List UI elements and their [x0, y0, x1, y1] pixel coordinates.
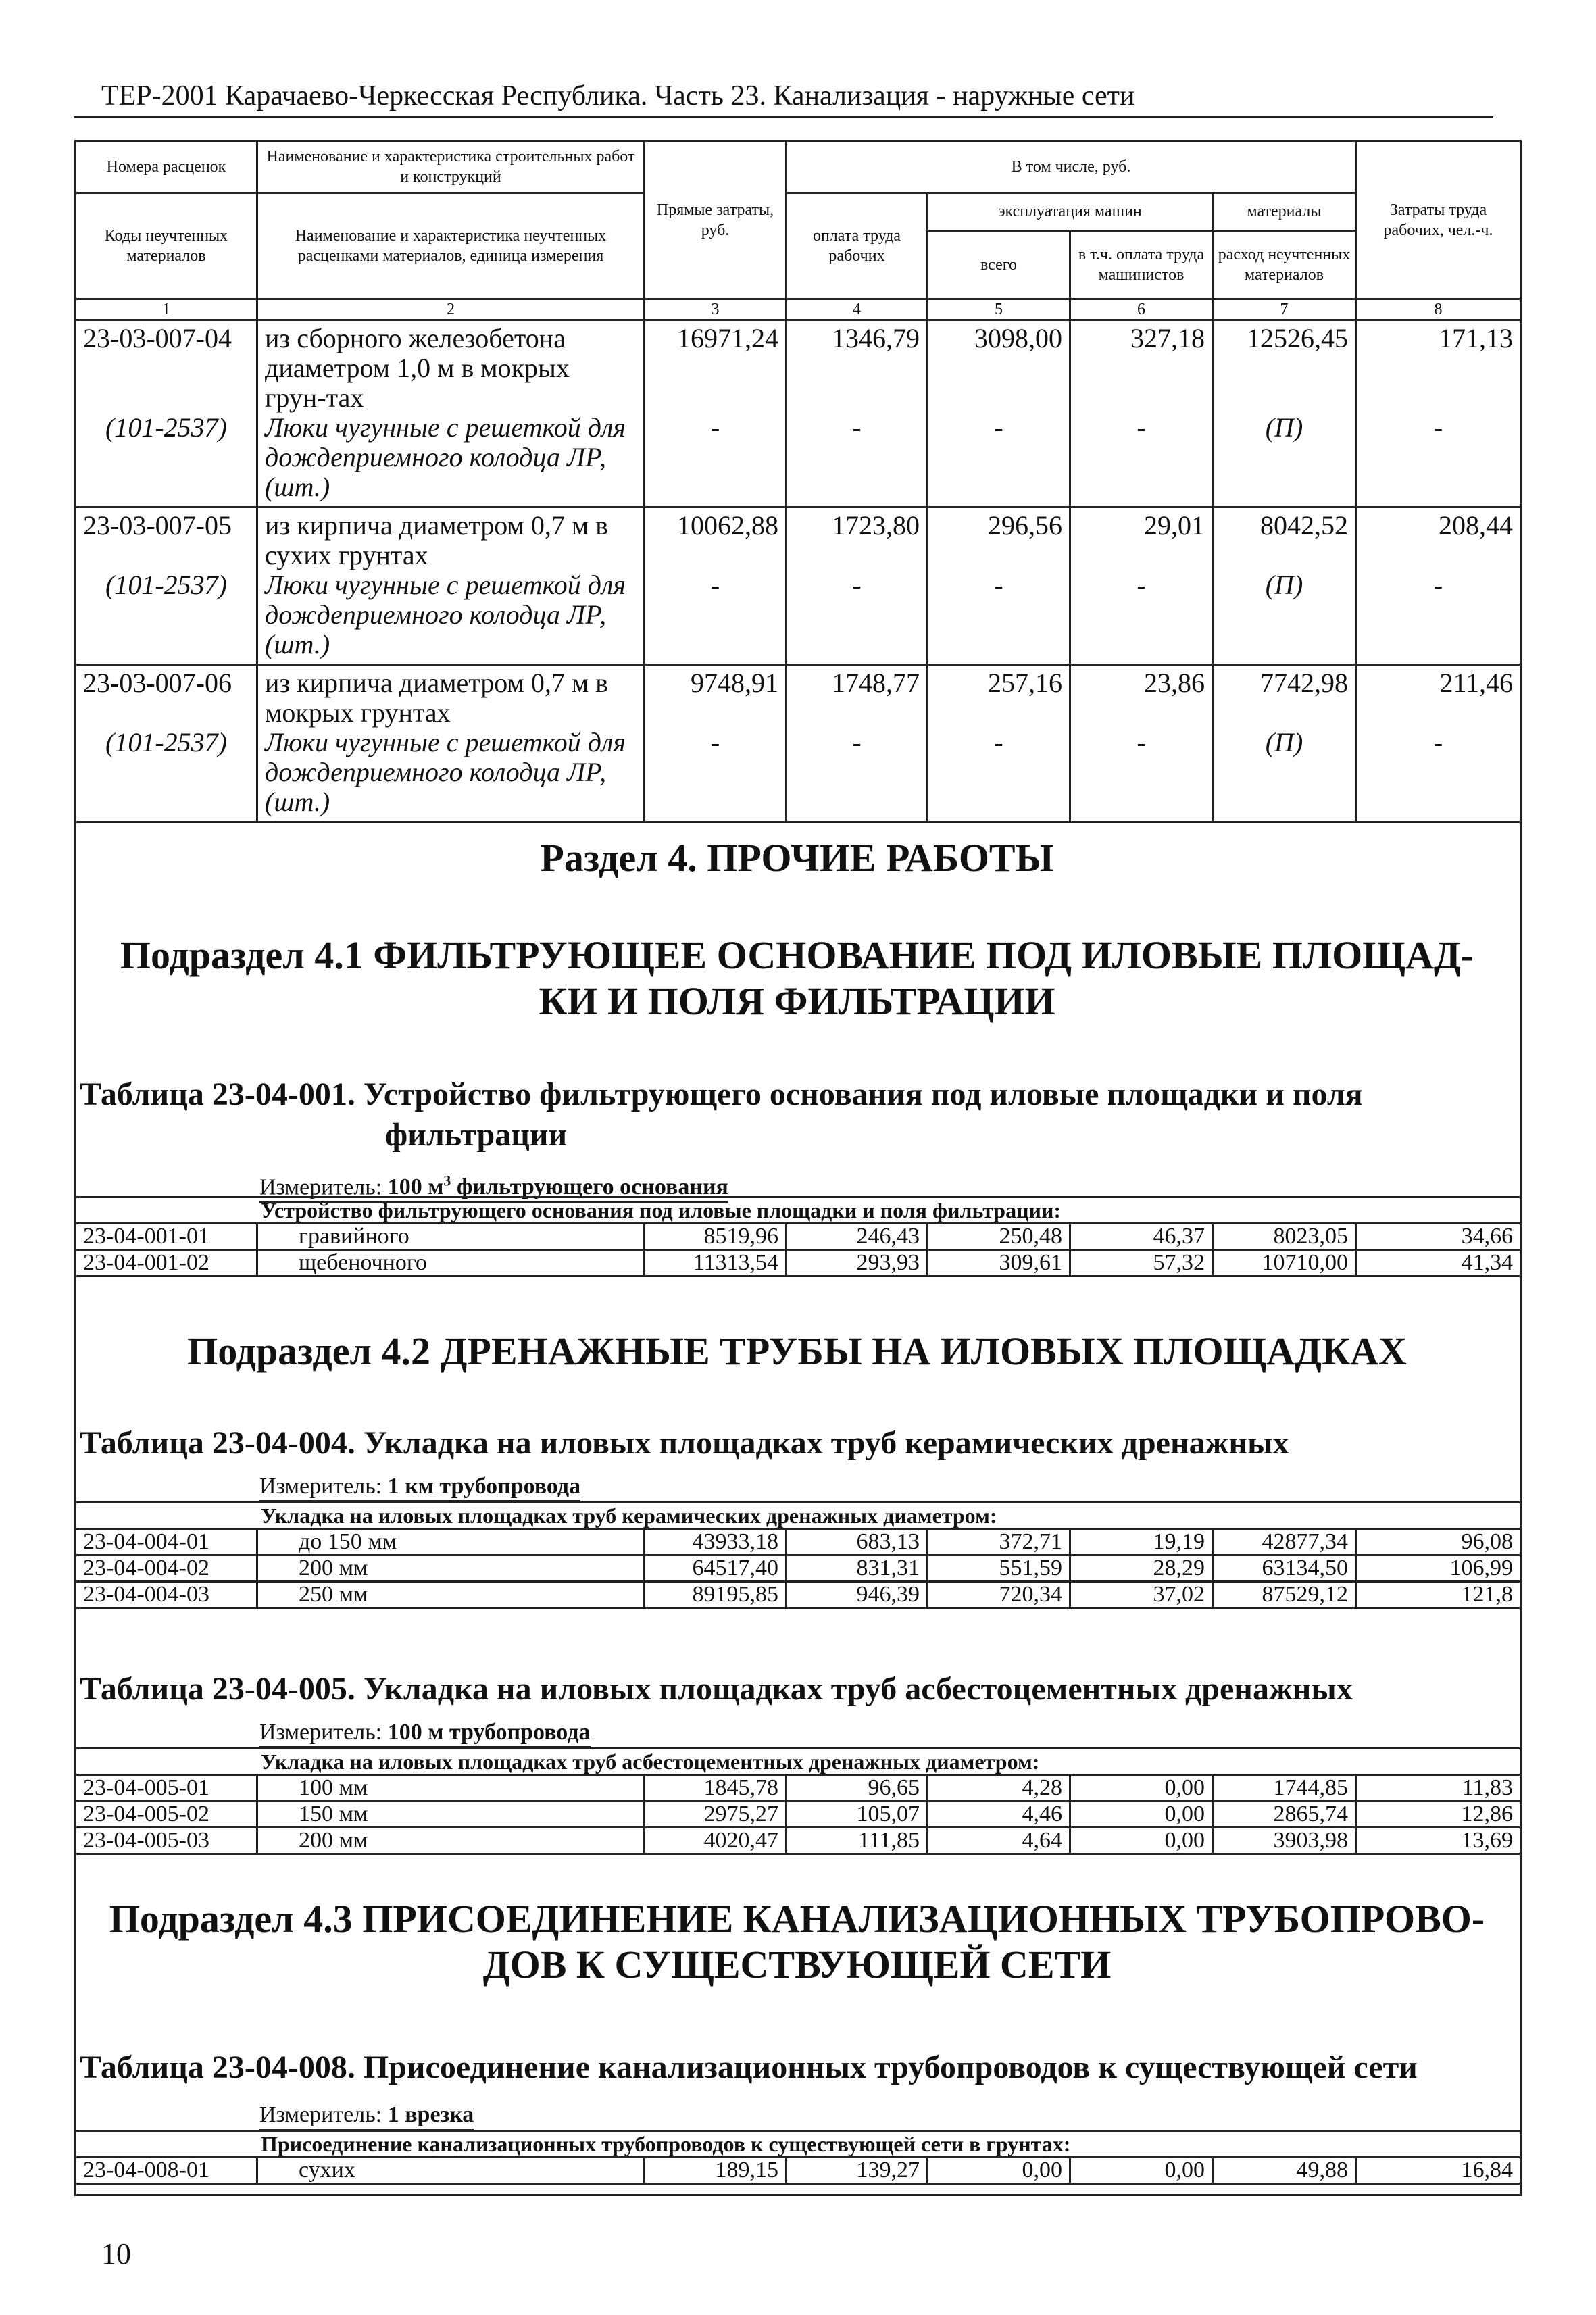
value-cell: 87529,12 — [1213, 1582, 1356, 1608]
table-23-04-008 — [74, 2130, 1522, 2185]
value-cell: 1723,80 — [787, 507, 928, 571]
value-cell: 42877,34 — [1213, 1529, 1356, 1555]
value-cell: 7742,98 — [1213, 665, 1356, 728]
value-cell: - — [645, 728, 787, 822]
material-code: (101-2537) — [76, 728, 257, 822]
value-cell: 551,59 — [928, 1555, 1070, 1582]
col2-top-header: Наименование и характеристика строительных работ и конструкций — [257, 141, 645, 193]
value-cell: 2865,74 — [1213, 1801, 1356, 1828]
subsection-title-4-3 — [74, 1896, 1520, 1988]
table-row — [76, 1582, 1521, 1608]
value-cell: 8519,96 — [645, 1224, 787, 1250]
meter-label: Измеритель: — [259, 2102, 382, 2127]
column-number: 4 — [787, 299, 928, 320]
value-cell: 37,02 — [1070, 1582, 1213, 1608]
value-cell: 13,69 — [1356, 1828, 1521, 1854]
meter-label: Измеритель: — [259, 1474, 382, 1499]
subsection-title-line: ДОВ К СУЩЕСТВУЮЩЕЙ СЕТИ — [482, 1943, 1112, 1987]
value-cell: 3903,98 — [1213, 1828, 1356, 1854]
table-row — [76, 320, 1521, 414]
value-cell: 8023,05 — [1213, 1224, 1356, 1250]
measurement-unit — [259, 1473, 580, 1502]
table-row — [76, 570, 1521, 665]
value-cell: - — [928, 728, 1070, 822]
material-code: (101-2537) — [76, 570, 257, 665]
work-name: из сборного железобетона диаметром 1,0 м в мокрых грун-тах — [257, 320, 645, 414]
value-cell: 208,44 — [1356, 507, 1521, 571]
column-number: 1 — [76, 299, 257, 320]
col1-bottom-header: Коды неучтенных материалов — [76, 193, 257, 299]
value-cell: - — [645, 413, 787, 507]
value-cell: 4,64 — [928, 1828, 1070, 1854]
value-cell: - — [1356, 413, 1521, 507]
col3-header: Прямые затраты, руб. — [645, 141, 787, 299]
value-cell: - — [645, 570, 787, 665]
work-name: из кирпича диаметром 0,7 м в сухих грунтах — [257, 507, 645, 571]
value-cell: 89195,85 — [645, 1582, 787, 1608]
col5-header: всего — [928, 230, 1070, 299]
table-row — [76, 507, 1521, 571]
value-cell: - — [1356, 728, 1521, 822]
value-cell: 10062,88 — [645, 507, 787, 571]
subsection-title-line: КИ И ПОЛЯ ФИЛЬТРАЦИИ — [539, 979, 1055, 1023]
value-cell: 946,39 — [787, 1582, 928, 1608]
table-23-04-005 — [74, 1747, 1522, 1855]
value-cell: - — [1356, 570, 1521, 665]
value-cell: 28,29 — [1070, 1555, 1213, 1582]
col6-header: в т.ч. оплата труда машинистов — [1070, 230, 1213, 299]
table-row — [76, 1224, 1521, 1250]
rate-code: 23-04-001-01 — [76, 1224, 257, 1250]
value-cell: - — [928, 413, 1070, 507]
meter-label: Измеритель: — [259, 1174, 382, 1200]
column-number: 3 — [645, 299, 787, 320]
work-name: сухих — [257, 2158, 645, 2184]
table-title-23-04-005: Таблица 23-04-005. Укладка на иловых площадках труб асбестоцементных дренажных — [80, 1671, 1353, 1707]
col4-header: оплата труда рабочих — [787, 193, 928, 299]
value-cell: 683,13 — [787, 1529, 928, 1555]
value-cell: 327,18 — [1070, 320, 1213, 414]
value-cell: 831,31 — [787, 1555, 928, 1582]
value-cell: 296,56 — [928, 507, 1070, 571]
value-cell: 34,66 — [1356, 1224, 1521, 1250]
table-title-line: Таблица 23-04-001. Устройство фильтрующего основания под иловые площадки и поля — [80, 1076, 1363, 1112]
value-cell: 12526,45 — [1213, 320, 1356, 414]
materials-header: материалы — [1213, 193, 1356, 231]
value-cell: 246,43 — [787, 1224, 928, 1250]
value-cell: 372,71 — [928, 1529, 1070, 1555]
rate-code: 23-04-005-01 — [76, 1775, 257, 1801]
rate-code: 23-03-007-05 — [76, 507, 257, 571]
page-number: 10 — [101, 2237, 131, 2270]
table-caption: Укладка на иловых площадках труб керамических дренажных диаметром: — [76, 1503, 1521, 1529]
value-cell: 4020,47 — [645, 1828, 787, 1854]
value-cell: 1346,79 — [787, 320, 928, 414]
material-name: Люки чугунные с решеткой для дождеприемного колодца ЛР, (шт.) — [257, 570, 645, 665]
col7-header: расход неучтенных материалов — [1213, 230, 1356, 299]
rate-code: 23-04-005-02 — [76, 1801, 257, 1828]
value-cell: 309,61 — [928, 1250, 1070, 1276]
table-row — [76, 1250, 1521, 1276]
column-numbers-row — [76, 299, 1521, 320]
value-cell: 46,37 — [1070, 1224, 1213, 1250]
measurement-unit — [259, 2101, 474, 2131]
value-cell: 16971,24 — [645, 320, 787, 414]
material-name: Люки чугунные с решеткой для дождеприемного колодца ЛР, (шт.) — [257, 413, 645, 507]
value-cell: 3098,00 — [928, 320, 1070, 414]
value-cell: 16,84 — [1356, 2158, 1521, 2184]
value-cell: - — [1070, 728, 1213, 822]
table-title-23-04-001 — [80, 1074, 1512, 1155]
work-name: 200 мм — [257, 1555, 645, 1582]
column-number: 2 — [257, 299, 645, 320]
table-row — [76, 665, 1521, 728]
value-cell: 12,86 — [1356, 1801, 1521, 1828]
value-cell: 257,16 — [928, 665, 1070, 728]
value-cell: (П) — [1213, 570, 1356, 665]
material-code: (101-2537) — [76, 413, 257, 507]
value-cell: 11313,54 — [645, 1250, 787, 1276]
table-caption: Укладка на иловых площадках труб асбестоцементных дренажных диаметром: — [76, 1749, 1521, 1775]
work-name: 100 мм — [257, 1775, 645, 1801]
rate-code: 23-04-008-01 — [76, 2158, 257, 2184]
value-cell: 0,00 — [1070, 1775, 1213, 1801]
rate-code: 23-03-007-06 — [76, 665, 257, 728]
page-header: ТЕР-2001 Карачаево-Черкесская Республика. Часть 23. Канализация - наружные сети — [101, 80, 1135, 111]
rate-code: 23-04-004-02 — [76, 1555, 257, 1582]
table-caption: Устройство фильтрующего основания под иловые площадки и поля фильтрации: — [76, 1197, 1521, 1224]
column-number: 7 — [1213, 299, 1356, 320]
group-header: В том числе, руб. — [787, 141, 1356, 193]
rate-code: 23-04-005-03 — [76, 1828, 257, 1854]
value-cell: - — [1070, 413, 1213, 507]
meter-value: 1 км трубопровода — [387, 1474, 581, 1499]
material-name: Люки чугунные с решеткой для дождеприемного колодца ЛР, (шт.) — [257, 728, 645, 822]
value-cell: (П) — [1213, 728, 1356, 822]
value-cell: 29,01 — [1070, 507, 1213, 571]
rate-code: 23-03-007-04 — [76, 320, 257, 414]
value-cell: 64517,40 — [645, 1555, 787, 1582]
value-cell: 720,34 — [928, 1582, 1070, 1608]
value-cell: 1845,78 — [645, 1775, 787, 1801]
value-cell: - — [1070, 570, 1213, 665]
value-cell: 23,86 — [1070, 665, 1213, 728]
table-23-04-001 — [74, 1196, 1522, 1277]
value-cell: 250,48 — [928, 1224, 1070, 1250]
table-row — [76, 1775, 1521, 1801]
value-cell: 121,8 — [1356, 1582, 1521, 1608]
column-number: 6 — [1070, 299, 1213, 320]
table-row — [76, 728, 1521, 822]
subsection-title-4-1 — [74, 932, 1520, 1024]
meter-value: 100 м трубопровода — [387, 1720, 591, 1745]
value-cell: 57,32 — [1070, 1250, 1213, 1276]
work-name: 150 мм — [257, 1801, 645, 1828]
table-title-23-04-008: Таблица 23-04-008. Присоединение канализационных трубопроводов к существующей сети — [80, 2049, 1418, 2085]
value-cell: 105,07 — [787, 1801, 928, 1828]
value-cell: 4,28 — [928, 1775, 1070, 1801]
value-cell: - — [787, 413, 928, 507]
col8-header: Затраты труда рабочих, чел.-ч. — [1356, 141, 1521, 299]
value-cell: 9748,91 — [645, 665, 787, 728]
value-cell: 63134,50 — [1213, 1555, 1356, 1582]
header-rule — [74, 116, 1493, 118]
col2-bottom-header: Наименование и характеристика неучтенных расценками материалов, единица измерения — [257, 193, 645, 299]
work-name: до 150 мм — [257, 1529, 645, 1555]
rate-code: 23-04-004-03 — [76, 1582, 257, 1608]
value-cell: (П) — [1213, 413, 1356, 507]
subsection-title-line: Подраздел 4.1 ФИЛЬТРУЮЩЕЕ ОСНОВАНИЕ ПОД ИЛОВЫЕ ПЛОЩАД- — [120, 933, 1474, 977]
value-cell: 0,00 — [1070, 1801, 1213, 1828]
rates-table — [74, 140, 1522, 823]
value-cell: 293,93 — [787, 1250, 928, 1276]
rate-code: 23-04-004-01 — [76, 1529, 257, 1555]
table-row — [76, 1828, 1521, 1854]
value-cell: 96,65 — [787, 1775, 928, 1801]
value-cell: 10710,00 — [1213, 1250, 1356, 1276]
value-cell: 211,46 — [1356, 665, 1521, 728]
value-cell: 19,19 — [1070, 1529, 1213, 1555]
value-cell: 8042,52 — [1213, 507, 1356, 571]
value-cell: 49,88 — [1213, 2158, 1356, 2184]
value-cell: 139,27 — [787, 2158, 928, 2184]
column-number: 5 — [928, 299, 1070, 320]
table-row — [76, 1801, 1521, 1828]
value-cell: - — [928, 570, 1070, 665]
value-cell: 189,15 — [645, 2158, 787, 2184]
subsection-title-4-2: Подраздел 4.2 ДРЕНАЖНЫЕ ТРУБЫ НА ИЛОВЫХ ПЛОЩАДКАХ — [187, 1329, 1407, 1373]
value-cell: 2975,27 — [645, 1801, 787, 1828]
table-row — [76, 1555, 1521, 1582]
work-name: 200 мм — [257, 1828, 645, 1854]
value-cell: 43933,18 — [645, 1529, 787, 1555]
table-row — [76, 2158, 1521, 2184]
section-title: Раздел 4. ПРОЧИЕ РАБОТЫ — [540, 836, 1054, 880]
column-number: 8 — [1356, 299, 1521, 320]
meter-label: Измеритель: — [259, 1720, 382, 1745]
table-row — [76, 1529, 1521, 1555]
meter-value: 1 врезка — [387, 2102, 474, 2127]
value-cell: 0,00 — [1070, 1828, 1213, 1854]
value-cell: 11,83 — [1356, 1775, 1521, 1801]
value-cell: 0,00 — [928, 2158, 1070, 2184]
measurement-unit — [259, 1719, 591, 1748]
table-caption: Присоединение канализационных трубопроводов к существующей сети в грунтах: — [76, 2131, 1521, 2158]
work-name: из кирпича диаметром 0,7 м в мокрых грунтах — [257, 665, 645, 728]
value-cell: 111,85 — [787, 1828, 928, 1854]
work-name: гравийного — [257, 1224, 645, 1250]
value-cell: 4,46 — [928, 1801, 1070, 1828]
meter-value: 100 $м^3$ фильтрующего основания — [387, 1172, 728, 1200]
work-name: щебеночного — [257, 1250, 645, 1276]
subsection-title-line: Подраздел 4.3 ПРИСОЕДИНЕНИЕ КАНАЛИЗАЦИОННЫХ ТРУБОПРОВО- — [109, 1897, 1485, 1941]
value-cell: 1744,85 — [1213, 1775, 1356, 1801]
value-cell: - — [787, 728, 928, 822]
machines-header: эксплуатация машин — [928, 193, 1213, 231]
value-cell: 1748,77 — [787, 665, 928, 728]
value-cell: - — [787, 570, 928, 665]
table-row — [76, 413, 1521, 507]
table-23-04-004 — [74, 1501, 1522, 1609]
table-title-23-04-004: Таблица 23-04-004. Укладка на иловых площадках труб керамических дренажных — [80, 1425, 1289, 1461]
value-cell: 41,34 — [1356, 1250, 1521, 1276]
rate-code: 23-04-001-02 — [76, 1250, 257, 1276]
value-cell: 106,99 — [1356, 1555, 1521, 1582]
value-cell: 96,08 — [1356, 1529, 1521, 1555]
col1-top-header: Номера расценок — [76, 141, 257, 193]
value-cell: 171,13 — [1356, 320, 1521, 414]
value-cell: 0,00 — [1070, 2158, 1213, 2184]
table-title-line: фильтрации — [385, 1117, 568, 1153]
work-name: 250 мм — [257, 1582, 645, 1608]
